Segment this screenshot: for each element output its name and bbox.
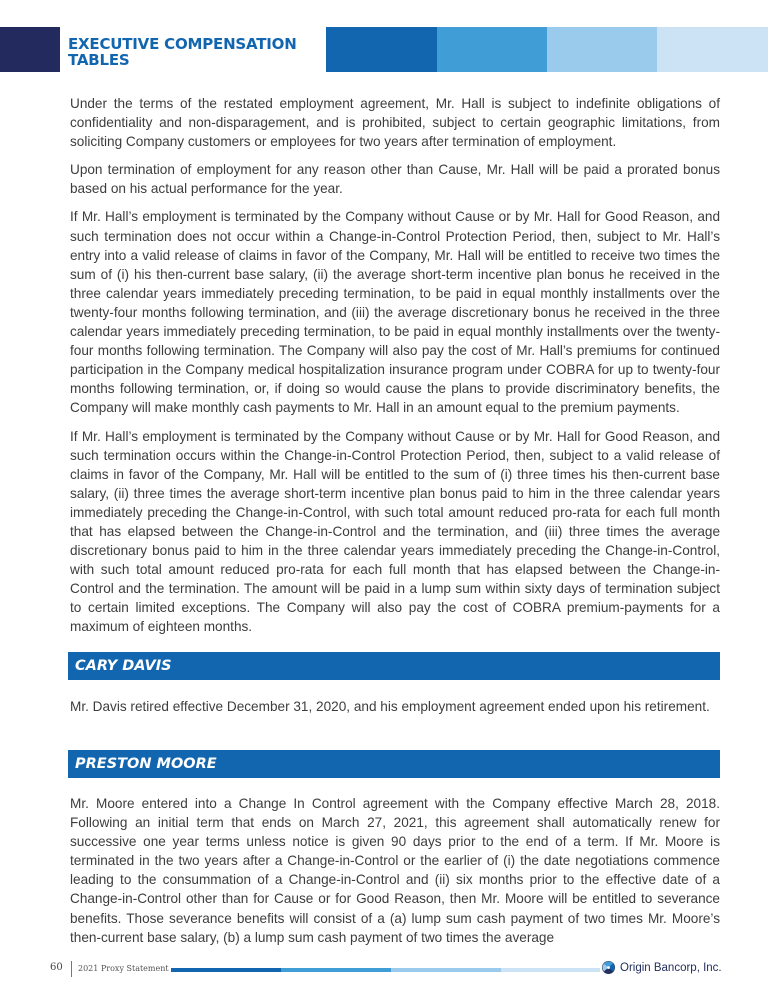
page-number: 60 — [50, 962, 63, 973]
paragraph-davis-retirement: Mr. Davis retired effective December 31, 2020, and his employment agreement ended upon his retirement. — [70, 699, 710, 714]
company-name: Origin Bancorp, Inc. — [620, 961, 722, 974]
paragraph-termination-no-cic: If Mr. Hall’s employment is terminated by the Company without Cause or by Mr. Hall for Good Reason, and such termination does not occur within a Change-in-Control Protection Period, then, subject to Mr. Hall’s entry into a valid release of claims in favor of the Company, Mr. Hall will be entitled to receive two times the sum of (i) his then-current base salary, (ii) the average short-term incentive plan bonus he received in the three calendar years immediately preceding termination, to be paid in equal monthly installments over the twenty-four months following termination, and (iii) the average discretionary bonus he received in the three calendar years immediately preceding termination, to be paid in equal monthly installments over the twenty-four months following termination. The Company will also pay the cost of Mr. Hall’s premiums for continued participation in the Company medical hospitalization insurance program under COBRA for up to twenty-four months following termination, or, if doing so would cause the plans to provide discriminatory benefits, the Company will make monthly cash payments to Mr. Hall in an amount equal to the premium payments. — [70, 209, 720, 416]
section-cary-davis — [70, 697, 720, 725]
footer-bar-medium-blue — [281, 968, 391, 972]
section-heading-cary-davis: CARY DAVIS — [68, 652, 720, 680]
paragraph-restrictive-covenants: Under the terms of the restated employment agreement, Mr. Hall is subject to indefinite obligations of confidentiality and non-disparagement, and is prohibited, subject to certain geographic limitations, from soliciting Company customers or employees for two years after termination of employment. — [70, 96, 720, 150]
company-logo — [602, 961, 722, 974]
document-name: 2021 Proxy Statement — [78, 964, 169, 973]
main-content — [70, 94, 720, 646]
paragraph-moore-agreement: Mr. Moore entered into a Change In Control agreement with the Company effective March 28, 2018. Following an initial term that ends on March 27, 2021, this agreement shall automatically renew for successive one year terms unless notice is given 90 days prior to the end of a term. If Mr. Moore is terminated in the two years after a Change-in-Control or the earlier of (i) the date negotiations commence leading to the consummation of a Change-in-Control and (ii) six months prior to the effective date of a Change-in-Control other than for Cause or for Good Reason, then Mr. Moore will be entitled to severance benefits. Those severance benefits will consist of a (a) lump sum cash payment of two times Mr. Moore’s then-current base salary, (b) a lump sum cash payment of two times the average — [70, 796, 720, 945]
paragraph-prorated-bonus: Upon termination of employment for any reason other than Cause, Mr. Hall will be paid a prorated bonus based on his actual performance for the year. — [70, 162, 720, 197]
footer-bar-pale-blue — [501, 968, 600, 972]
header-band-dark-blue — [326, 27, 437, 72]
header-band-light-blue — [547, 27, 657, 72]
footer-bar-dark-blue — [171, 968, 281, 972]
section-heading-preston-moore: PRESTON MOORE — [68, 750, 720, 778]
origin-x-circle-icon — [602, 961, 615, 974]
footer-bar-light-blue — [391, 968, 501, 972]
header-band-pale-blue — [657, 27, 768, 72]
page-title: EXECUTIVE COMPENSATION TABLES — [68, 35, 297, 69]
header-band-medium-blue — [437, 27, 547, 72]
footer-divider — [71, 961, 72, 977]
paragraph-termination-cic: If Mr. Hall’s employment is terminated by the Company without Cause or by Mr. Hall for Good Reason, and such termination occurs within the Change-in-Control Protection Period, then, subject to a valid release of claims in favor of the Company, Mr. Hall will be entitled to the sum of (i) three times his then-current base salary, (ii) three times the average short-term incentive plan bonus paid to him in the three calendar years immediately preceding the Change-in-Control, with such total amount reduced pro-rata for each full month that has elapsed between the Change-in-Control and the termination, and (iii) three times the average discretionary bonus paid to him in the three calendar years immediately preceding the Change-in-Control, with such total amount reduced pro-rata for each full month that has elapsed between the Change-in-Control and the termination. The amount will be paid in a lump sum within sixty days of termination subject to certain limited exceptions. The Company will also pay the cost of COBRA premium-payments for a maximum of eighteen months. — [70, 428, 720, 635]
header-band-navy — [0, 27, 60, 72]
section-preston-moore — [70, 794, 720, 956]
